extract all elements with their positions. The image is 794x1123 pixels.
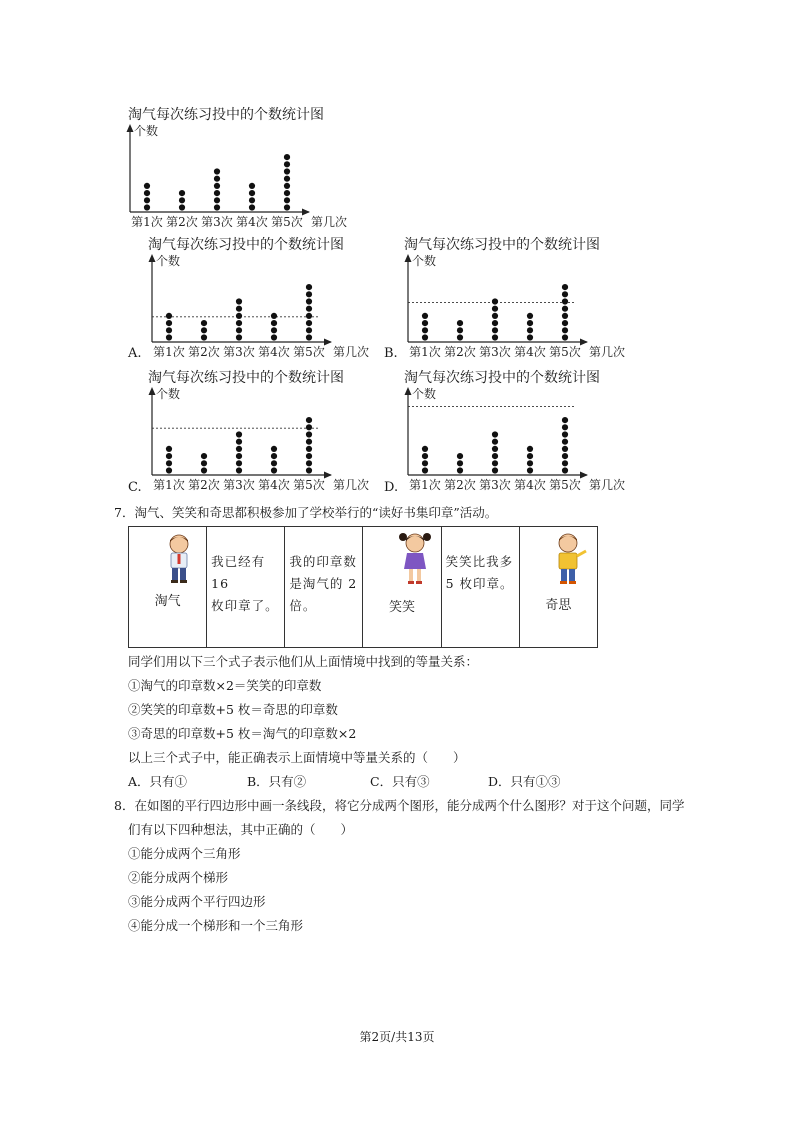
data-dot	[562, 417, 568, 423]
data-dot	[562, 467, 568, 473]
main-chart-title: 淘气每次练习投中的个数统计图	[128, 107, 324, 123]
data-dot	[422, 446, 428, 452]
data-dot	[284, 176, 290, 182]
xiaoxiao-speech-line: 我的印章数	[289, 554, 357, 569]
data-dot	[306, 467, 312, 473]
data-dot	[201, 334, 207, 340]
data-dot	[166, 334, 172, 340]
page-footer: 第2页/共13页	[359, 1030, 435, 1044]
data-dot	[527, 327, 533, 333]
data-dot	[492, 439, 498, 445]
data-dot	[166, 313, 172, 319]
data-dot	[422, 467, 428, 473]
option-a-chart-title: 淘气每次练习投中的个数统计图	[148, 237, 344, 253]
y-axis-arrow	[149, 387, 156, 395]
data-dot	[306, 446, 312, 452]
data-dot	[144, 183, 150, 189]
data-dot	[271, 334, 277, 340]
data-dot	[249, 190, 255, 196]
q8-stem-line-2: 们有以下四种想法，其中正确的（ ）	[128, 822, 354, 837]
y-axis-label: 个数	[412, 387, 437, 401]
xiaoxiao-name: 笑笑	[389, 600, 416, 615]
y-axis-label: 个数	[412, 254, 437, 268]
xiaoxiao-speech2-cell	[441, 527, 519, 648]
option-c-letter: C.	[128, 480, 142, 495]
x-tick-label: 第4次	[514, 478, 546, 492]
data-dot	[457, 460, 463, 466]
x-tick-label: 第2次	[188, 345, 220, 359]
data-dot	[527, 320, 533, 326]
data-dot	[527, 334, 533, 340]
option-d-chart	[396, 383, 636, 493]
data-dot	[306, 334, 312, 340]
data-dot	[562, 313, 568, 319]
x-tick-label: 第3次	[479, 478, 511, 492]
q7-lead: 同学们用以下三个式子表示他们从上面情境中找到的等量关系：	[128, 654, 479, 669]
data-dot	[249, 183, 255, 189]
data-dot	[236, 327, 242, 333]
data-dot	[457, 467, 463, 473]
x-tick-label: 第4次	[258, 478, 290, 492]
x-tick-label: 第5次	[549, 478, 581, 492]
data-dot	[562, 284, 568, 290]
data-dot	[306, 417, 312, 423]
x-axis-arrow	[302, 209, 310, 216]
x-tick-label: 第3次	[479, 345, 511, 359]
data-dot	[306, 439, 312, 445]
data-dot	[166, 320, 172, 326]
option-b-chart	[396, 250, 636, 360]
x-tick-label: 第5次	[293, 345, 325, 359]
data-dot	[249, 204, 255, 210]
q7-choice-a: A．只有①	[128, 774, 188, 789]
y-axis-label: 个数	[156, 254, 181, 268]
data-dot	[236, 431, 242, 437]
taoqi-boy-illustration	[159, 533, 199, 585]
data-dot	[166, 327, 172, 333]
xiaoxiao-speech-line: 是淘气的 2	[289, 576, 358, 591]
x-tick-label: 第3次	[223, 345, 255, 359]
x-axis-label: 第几次	[589, 478, 626, 492]
x-axis-label: 第几次	[311, 215, 348, 229]
data-dot	[527, 313, 533, 319]
data-dot	[492, 313, 498, 319]
data-dot	[492, 306, 498, 312]
data-dot	[236, 313, 242, 319]
data-dot	[562, 291, 568, 297]
data-dot	[306, 320, 312, 326]
x-tick-label: 第1次	[131, 215, 163, 229]
data-dot	[492, 453, 498, 459]
x-tick-label: 第4次	[258, 345, 290, 359]
taoqi-speech-cell	[207, 527, 285, 648]
xiaoxiao-speech-cell	[285, 527, 363, 648]
data-dot	[422, 453, 428, 459]
xiaoxiao-cell	[363, 527, 441, 648]
data-dot	[562, 431, 568, 437]
x-tick-label: 第1次	[153, 478, 185, 492]
option-a-letter: A.	[128, 346, 142, 361]
data-dot	[562, 424, 568, 430]
x-tick-label: 第2次	[188, 478, 220, 492]
q7-formula-2: ②笑笑的印章数+5 枚＝奇思的印章数	[128, 702, 338, 717]
data-dot	[236, 467, 242, 473]
q8-idea-4: ④能分成一个梯形和一个三角形	[128, 918, 304, 933]
x-tick-label: 第3次	[201, 215, 233, 229]
data-dot	[179, 190, 185, 196]
option-c-chart	[140, 383, 380, 493]
q7-choice-c: C．只有③	[370, 774, 430, 789]
data-dot	[457, 453, 463, 459]
data-dot	[214, 197, 220, 203]
data-dot	[306, 327, 312, 333]
data-dot	[492, 334, 498, 340]
data-dot	[527, 467, 533, 473]
y-axis-arrow	[127, 124, 134, 132]
q8-idea-1: ①能分成两个三角形	[128, 846, 241, 861]
x-axis-arrow	[324, 472, 332, 479]
xiaoxiao-girl-illustration	[395, 529, 435, 587]
data-dot	[306, 284, 312, 290]
data-dot	[492, 446, 498, 452]
data-dot	[144, 197, 150, 203]
qisi-boy-illustration	[546, 531, 590, 589]
option-d-chart-title: 淘气每次练习投中的个数统计图	[404, 370, 600, 386]
qisi-cell	[519, 527, 597, 648]
data-dot	[562, 439, 568, 445]
data-dot	[284, 190, 290, 196]
y-axis-label: 个数	[156, 387, 181, 401]
data-dot	[492, 431, 498, 437]
y-axis-arrow	[405, 387, 412, 395]
data-dot	[236, 298, 242, 304]
option-b-letter: B.	[384, 346, 398, 361]
main-chart	[118, 120, 363, 230]
data-dot	[214, 168, 220, 174]
data-dot	[236, 306, 242, 312]
data-dot	[422, 327, 428, 333]
data-dot	[271, 467, 277, 473]
data-dot	[271, 460, 277, 466]
data-dot	[527, 460, 533, 466]
data-dot	[271, 453, 277, 459]
q7-choice-b: B．只有②	[247, 774, 307, 789]
data-dot	[562, 446, 568, 452]
data-dot	[492, 320, 498, 326]
data-dot	[201, 467, 207, 473]
data-dot	[492, 298, 498, 304]
x-axis-arrow	[580, 339, 588, 346]
data-dot	[562, 327, 568, 333]
q7-choice-d: D．只有①③	[488, 774, 561, 789]
x-tick-label: 第2次	[444, 345, 476, 359]
data-dot	[562, 460, 568, 466]
data-dot	[306, 460, 312, 466]
x-tick-label: 第2次	[444, 478, 476, 492]
x-axis-label: 第几次	[333, 345, 370, 359]
data-dot	[214, 204, 220, 210]
x-tick-label: 第1次	[409, 478, 441, 492]
taoqi-name: 淘气	[154, 594, 181, 609]
data-dot	[144, 190, 150, 196]
data-dot	[492, 327, 498, 333]
data-dot	[236, 320, 242, 326]
x-tick-label: 第5次	[549, 345, 581, 359]
data-dot	[562, 334, 568, 340]
data-dot	[236, 453, 242, 459]
data-dot	[214, 183, 220, 189]
data-dot	[457, 327, 463, 333]
data-dot	[422, 334, 428, 340]
xiaoxiao-speech-line: 5 枚印章。	[445, 576, 514, 591]
data-dot	[214, 176, 220, 182]
data-dot	[284, 168, 290, 174]
q7-question: 以上三个式子中，能正确表示上面情境中等量关系的（ ）	[128, 750, 466, 765]
x-tick-label: 第3次	[223, 478, 255, 492]
data-dot	[527, 446, 533, 452]
data-dot	[306, 453, 312, 459]
data-dot	[166, 460, 172, 466]
data-dot	[284, 154, 290, 160]
data-dot	[144, 204, 150, 210]
data-dot	[562, 453, 568, 459]
data-dot	[562, 298, 568, 304]
xiaoxiao-speech-line: 倍。	[289, 598, 317, 613]
y-axis-arrow	[149, 254, 156, 262]
data-dot	[166, 467, 172, 473]
q8-idea-2: ②能分成两个梯形	[128, 870, 229, 885]
x-axis-arrow	[324, 339, 332, 346]
data-dot	[284, 197, 290, 203]
data-dot	[457, 334, 463, 340]
data-dot	[271, 313, 277, 319]
data-dot	[306, 298, 312, 304]
x-tick-label: 第1次	[409, 345, 441, 359]
data-dot	[306, 431, 312, 437]
x-axis-label: 第几次	[589, 345, 626, 359]
taoqi-speech-line: 枚印章了。	[211, 598, 279, 613]
taoqi-cell	[129, 527, 207, 648]
data-dot	[306, 291, 312, 297]
xiaoxiao-speech-line: 笑笑比我多	[445, 554, 514, 569]
qisi-name: 奇思	[545, 598, 572, 613]
data-dot	[306, 306, 312, 312]
data-dot	[201, 460, 207, 466]
data-dot	[422, 460, 428, 466]
data-dot	[201, 320, 207, 326]
data-dot	[249, 197, 255, 203]
data-dot	[236, 446, 242, 452]
q7-formula-3: ③奇思的印章数+5 枚＝淘气的印章数×2	[128, 726, 357, 741]
data-dot	[236, 334, 242, 340]
data-dot	[166, 446, 172, 452]
data-dot	[201, 327, 207, 333]
data-dot	[284, 183, 290, 189]
data-dot	[271, 327, 277, 333]
option-b-chart-title: 淘气每次练习投中的个数统计图	[404, 237, 600, 253]
data-dot	[562, 320, 568, 326]
data-dot	[236, 460, 242, 466]
q7-stem: 7．淘气、笑笑和奇思都积极参加了学校举行的“读好书集印章”活动。	[114, 505, 498, 520]
data-dot	[179, 204, 185, 210]
data-dot	[457, 320, 463, 326]
option-c-chart-title: 淘气每次练习投中的个数统计图	[148, 370, 344, 386]
x-tick-label: 第4次	[514, 345, 546, 359]
data-dot	[306, 424, 312, 430]
data-dot	[527, 453, 533, 459]
y-axis-arrow	[405, 254, 412, 262]
data-dot	[306, 313, 312, 319]
x-axis-arrow	[580, 472, 588, 479]
q8-stem-line-1: 8．在如图的平行四边形中画一条线段，将它分成两个图形，能分成两个什么图形？对于这个问题，同学	[114, 798, 685, 813]
option-a-chart	[140, 250, 380, 360]
data-dot	[284, 204, 290, 210]
x-tick-label: 第2次	[166, 215, 198, 229]
taoqi-speech-line: 我已经有 16	[211, 554, 266, 591]
x-axis-label: 第几次	[333, 478, 370, 492]
data-dot	[562, 306, 568, 312]
q8-idea-3: ③能分成两个平行四边形	[128, 894, 266, 909]
data-dot	[214, 190, 220, 196]
x-tick-label: 第1次	[153, 345, 185, 359]
data-dot	[271, 320, 277, 326]
x-tick-label: 第5次	[293, 478, 325, 492]
data-dot	[492, 467, 498, 473]
data-dot	[422, 320, 428, 326]
data-dot	[201, 453, 207, 459]
data-dot	[422, 313, 428, 319]
data-dot	[284, 161, 290, 167]
q7-scenario-table	[128, 526, 598, 648]
data-dot	[236, 439, 242, 445]
x-tick-label: 第4次	[236, 215, 268, 229]
data-dot	[179, 197, 185, 203]
data-dot	[166, 453, 172, 459]
q7-formula-1: ①淘气的印章数×2＝笑笑的印章数	[128, 678, 322, 693]
data-dot	[492, 460, 498, 466]
x-tick-label: 第5次	[271, 215, 303, 229]
y-axis-label: 个数	[134, 124, 159, 138]
option-d-letter: D.	[384, 480, 399, 495]
data-dot	[271, 446, 277, 452]
